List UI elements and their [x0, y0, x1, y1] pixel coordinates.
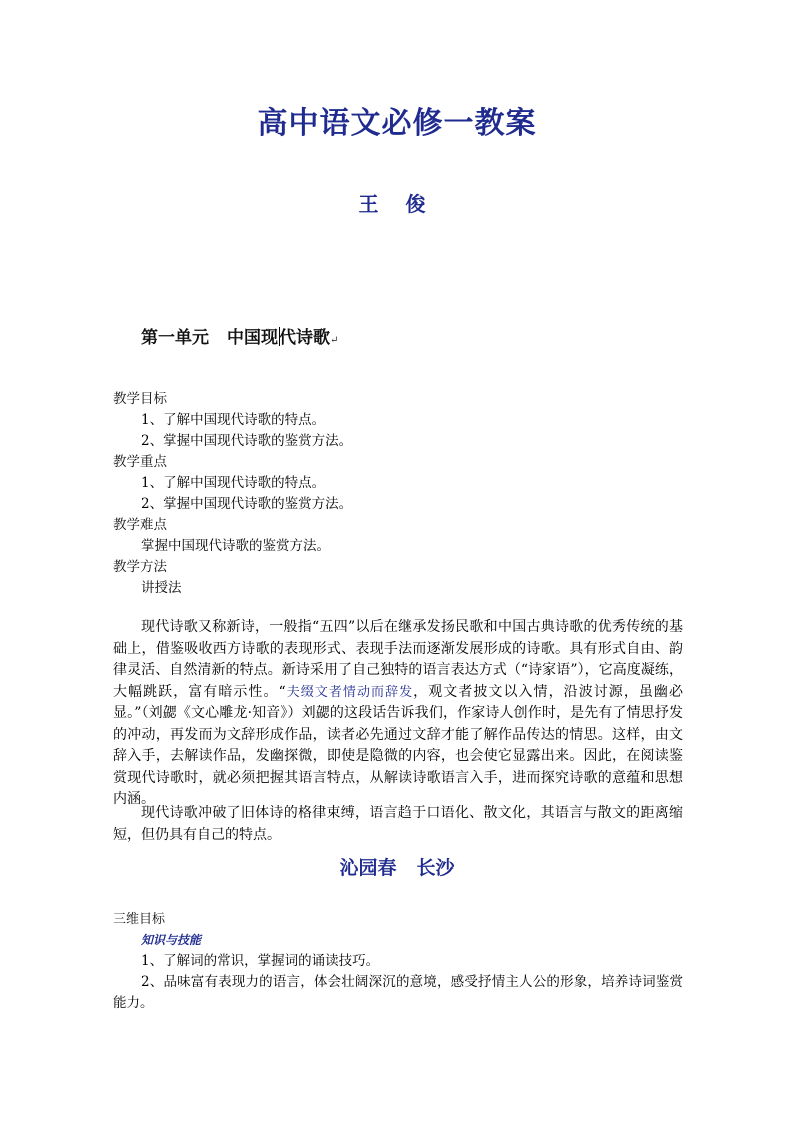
goals-item-2: 2、掌握中国现代诗歌的鉴赏方法。: [141, 433, 353, 449]
unit-title-part-1: 中国现: [227, 328, 278, 348]
goals-item-1: 1、了解中国现代诗歌的特点。: [141, 412, 326, 428]
knowledge-skill-subheading: 知识与技能: [141, 933, 202, 947]
paragraph-mark-icon: ↵: [330, 335, 339, 346]
poem-title: [0, 853, 794, 880]
three-goals-block: [113, 909, 683, 1014]
author-name: 王 俊: [358, 192, 436, 216]
method-heading: 教学方法: [113, 559, 167, 575]
poem-title-part-1: 沁园春: [339, 857, 397, 879]
poem-title-part-2: 长沙: [416, 857, 455, 879]
difficulty-heading: 教学难点: [113, 517, 167, 533]
three-goals-item-2: 2、品味富有表现力的语言，体会壮阔深沉的意境，感受抒情主人公的形象，培养诗词鉴赏能力。: [113, 974, 683, 1011]
goals-heading: 教学目标: [113, 391, 167, 407]
intro-paragraph-2: 现代诗歌冲破了旧体诗的格律束缚，语言趋于口语化、散文化，其语言与散文的距离缩短，但仍具有自己的特点。: [113, 805, 683, 843]
intro-paragraph-1-part-a: 现代诗歌又称新诗，一般指“五四”以后在继承发扬民歌和中国古典诗歌的优秀传统的基础上，借鉴吸收西方诗歌的表现形式、表现手法而逐渐发展形成的诗歌。具有形式自由、韵律灵活、自然清新的特点。新诗采用了自己独特的语言表达方式（“诗家语”），它高度凝练，大幅跳跃，富有暗示性。“: [113, 619, 683, 700]
document-title: 高中语文必修一教案: [257, 106, 537, 141]
focus-heading: 教学重点: [113, 454, 167, 470]
unit-number: 第一单元: [141, 328, 209, 348]
intro-paragraph-1: [113, 617, 683, 811]
unit-heading: [141, 323, 338, 348]
three-goals-item-1: 1、了解词的常识，掌握词的诵读技巧。: [141, 953, 380, 969]
difficulty-item-1: 掌握中国现代诗歌的鉴赏方法。: [141, 538, 330, 554]
method-item-1: 讲授法: [141, 580, 182, 596]
focus-item-1: 1、了解中国现代诗歌的特点。: [141, 475, 326, 491]
focus-item-2: 2、掌握中国现代诗歌的鉴赏方法。: [141, 496, 353, 512]
three-goals-heading: 三维目标: [113, 912, 166, 927]
wenxin-quote: 夫缀文者情动而辞发: [285, 684, 414, 700]
teaching-info-block: [113, 389, 683, 599]
unit-title-part-2: 代诗歌: [279, 328, 330, 348]
intro-paragraph-1-part-b: ，观文者披文以入情，沿波讨源，虽幽必显。”（刘勰《文心雕龙·知音》）刘勰的这段话告诉我们，作家诗人创作时，是先有了情思抒发的冲动，再发而为文辞形成作品，读者必先通过文辞才能了解作品传达的情思。这样，由文辞入手，去解读作品，发幽探微，即使是隐微的内容，也会使它显露出来。因此，在阅读鉴赏现代诗歌时，就必须把握其语言特点，从解读诗歌语言入手，进而探究诗歌的意蕴和思想内涵。: [113, 683, 683, 807]
